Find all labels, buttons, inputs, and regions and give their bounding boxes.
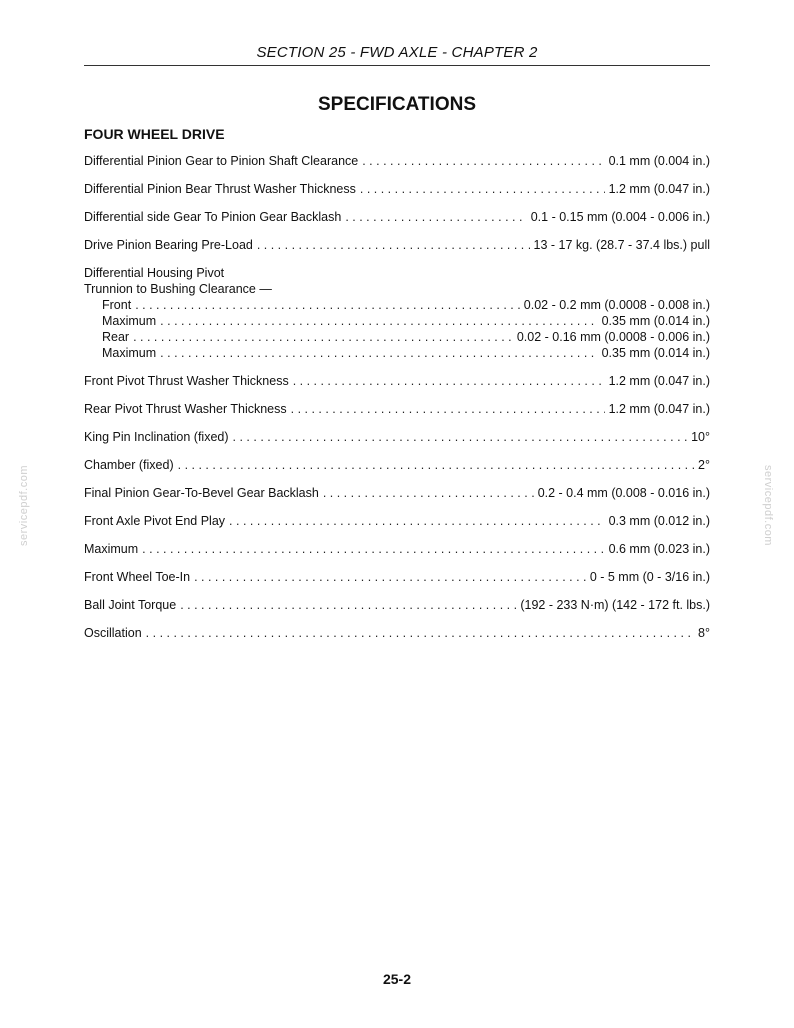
dot-leader <box>360 181 605 197</box>
header-rule <box>84 65 710 66</box>
spec-value: 1.2 mm (0.047 in.) <box>608 402 710 416</box>
watermark-right: servicepdf.com <box>762 465 774 546</box>
spec-value: (192 - 233 N·m) (142 - 172 ft. lbs.) <box>520 598 710 612</box>
dot-leader <box>257 237 530 253</box>
spec-value: 0.3 mm (0.012 in.) <box>608 514 710 528</box>
spec-row <box>84 153 710 169</box>
spec-row <box>84 513 710 529</box>
spec-value: 10° <box>691 430 710 444</box>
watermark-left: servicepdf.com <box>18 465 30 546</box>
spec-label: Chamber (fixed) <box>84 458 174 472</box>
dot-leader <box>160 313 597 329</box>
dot-leader <box>180 597 516 613</box>
dot-leader <box>291 401 605 417</box>
spec-label: Front Pivot Thrust Washer Thickness <box>84 374 289 388</box>
spec-value: 8° <box>698 626 710 640</box>
spec-label: Differential Pinion Bear Thrust Washer Thickness <box>84 182 356 196</box>
spec-row <box>84 237 710 253</box>
spec-value: 0.1 - 0.15 mm (0.004 - 0.006 in.) <box>530 210 710 224</box>
dot-leader <box>362 153 604 169</box>
dot-leader <box>323 485 534 501</box>
dot-leader <box>160 345 597 361</box>
spec-value: 0.35 mm (0.014 in.) <box>601 346 710 360</box>
dot-leader <box>178 457 694 473</box>
spec-label: Front Axle Pivot End Play <box>84 514 226 528</box>
spec-label: Differential side Gear To Pinion Gear Backlash <box>84 210 342 224</box>
spec-value: 0.02 - 0.16 mm (0.0008 - 0.006 in.) <box>516 330 710 344</box>
page-number: 25-2 <box>382 971 412 987</box>
dot-leader <box>229 513 605 529</box>
spec-row <box>84 457 710 473</box>
spec-value: 13 - 17 kg. (28.7 - 37.4 lbs.) pull <box>533 238 710 252</box>
spec-value: 0.35 mm (0.014 in.) <box>601 314 710 328</box>
spec-label: Final Pinion Gear-To-Bevel Gear Backlash <box>84 486 319 500</box>
spec-label: Front <box>102 298 132 312</box>
spec-value: 0.02 - 0.2 mm (0.0008 - 0.008 in.) <box>523 298 710 312</box>
housing-heading-2: Trunnion to Bushing Clearance — <box>84 282 272 296</box>
spec-label: Maximum <box>84 542 139 556</box>
spec-value: 1.2 mm (0.047 in.) <box>608 374 710 388</box>
dot-leader <box>345 209 526 225</box>
spec-row <box>84 485 710 501</box>
spec-row <box>84 625 710 641</box>
spec-row <box>84 313 710 329</box>
spec-label: Ball Joint Torque <box>84 598 177 612</box>
spec-label: Maximum <box>102 314 157 328</box>
spec-value: 1.2 mm (0.047 in.) <box>608 182 710 196</box>
spec-row <box>84 429 710 445</box>
spec-value: 0.2 - 0.4 mm (0.008 - 0.016 in.) <box>537 486 710 500</box>
spec-label: Rear <box>102 330 130 344</box>
dot-leader <box>293 373 605 389</box>
spec-label: Drive Pinion Bearing Pre-Load <box>84 238 253 252</box>
spec-value: 2° <box>698 458 710 472</box>
spec-value: 0 - 5 mm (0 - 3/16 in.) <box>589 570 710 584</box>
spec-row <box>84 401 710 417</box>
section-heading: FOUR WHEEL DRIVE <box>84 126 225 142</box>
dot-leader <box>233 429 688 445</box>
page-title: SPECIFICATIONS <box>318 94 476 115</box>
dot-leader <box>133 329 513 345</box>
spec-row <box>84 329 710 345</box>
dot-leader <box>194 569 586 585</box>
spec-row <box>84 569 710 585</box>
spec-value: 0.1 mm (0.004 in.) <box>608 154 710 168</box>
spec-label: Differential Pinion Gear to Pinion Shaft Clearance <box>84 154 359 168</box>
spec-row <box>84 597 710 613</box>
spec-label: Rear Pivot Thrust Washer Thickness <box>84 402 287 416</box>
housing-heading-1: Differential Housing Pivot <box>84 266 225 280</box>
section-header: SECTION 25 - FWD AXLE - CHAPTER 2 <box>256 44 538 61</box>
spec-value: 0.6 mm (0.023 in.) <box>608 542 710 556</box>
spec-label: Front Wheel Toe-In <box>84 570 191 584</box>
spec-list <box>84 153 710 641</box>
spec-row <box>84 345 710 361</box>
spec-label: Oscillation <box>84 626 142 640</box>
dot-leader <box>135 297 520 313</box>
spec-row <box>84 373 710 389</box>
spec-row <box>84 181 710 197</box>
spec-row <box>84 541 710 557</box>
dot-leader <box>142 541 604 557</box>
spec-label: King Pin Inclination (fixed) <box>84 430 229 444</box>
spec-row <box>84 209 710 225</box>
spec-row <box>84 297 710 313</box>
dot-leader <box>146 625 694 641</box>
spec-label: Maximum <box>102 346 157 360</box>
